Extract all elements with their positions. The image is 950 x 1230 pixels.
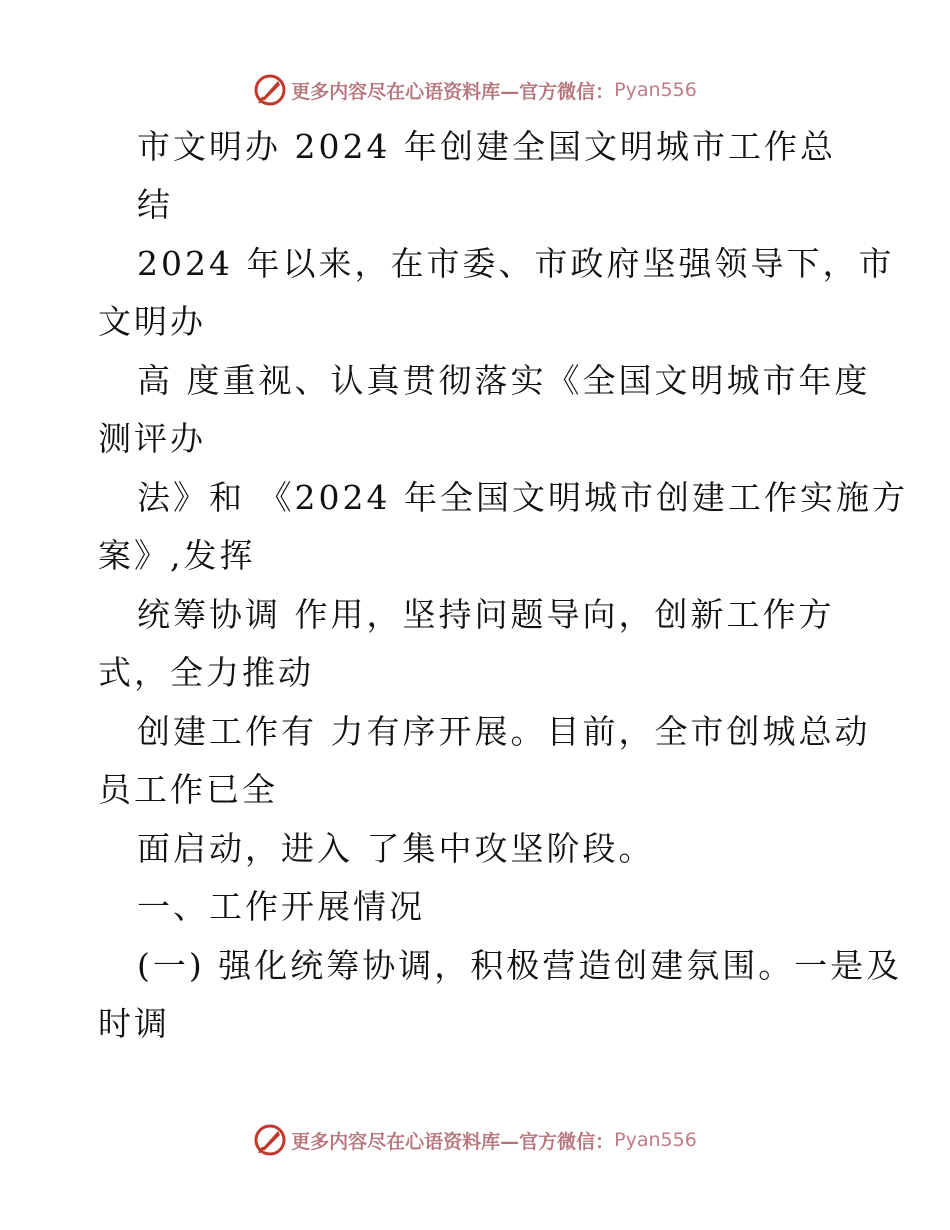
banner-contact: Pyan556 — [614, 79, 697, 101]
text-line: 创建工作有 力有序开展。目前，全市创城总动 — [137, 712, 871, 751]
banner-text: 更多内容尽在心语资料库—官方微信： — [291, 1130, 615, 1153]
quill-logo-icon — [253, 73, 287, 107]
quill-logo-icon — [253, 1123, 287, 1157]
text-line: 2024 年以来，在市委、市政府坚强领导下，市 — [137, 244, 895, 283]
text-line: 面启动，进入 了集中攻坚阶段。 — [137, 829, 655, 868]
banner-contact: Pyan556 — [614, 1129, 697, 1151]
text-line: 高 度重视、认真贯彻落实《全国文明城市年度 — [137, 361, 871, 400]
text-line: 统筹协调 作用，坚持问题导向，创新工作方 — [137, 595, 835, 634]
text-line: 时调 — [98, 1004, 170, 1043]
text-line: (一) 强化统筹协调，积极营造创建氛围。一是及 — [137, 946, 903, 985]
footer-banner — [0, 1120, 950, 1160]
text-line: 结 — [137, 185, 173, 224]
banner-text: 更多内容尽在心语资料库—官方微信： — [291, 80, 615, 103]
text-line: 市文明办 2024 年创建全国文明城市工作总 — [137, 127, 836, 166]
header-banner — [0, 70, 950, 110]
text-line: 文明办 — [98, 302, 206, 341]
text-line: 员工作已全 — [98, 770, 278, 809]
text-line: 测评办 — [98, 419, 206, 458]
text-line: 案》,发挥 — [98, 536, 256, 575]
text-line: 法》和 《2024 年全国文明城市创建工作实施方 — [137, 478, 908, 517]
text-line: 式，全力推动 — [98, 653, 314, 692]
section-heading: 一、工作开展情况 — [137, 887, 425, 926]
